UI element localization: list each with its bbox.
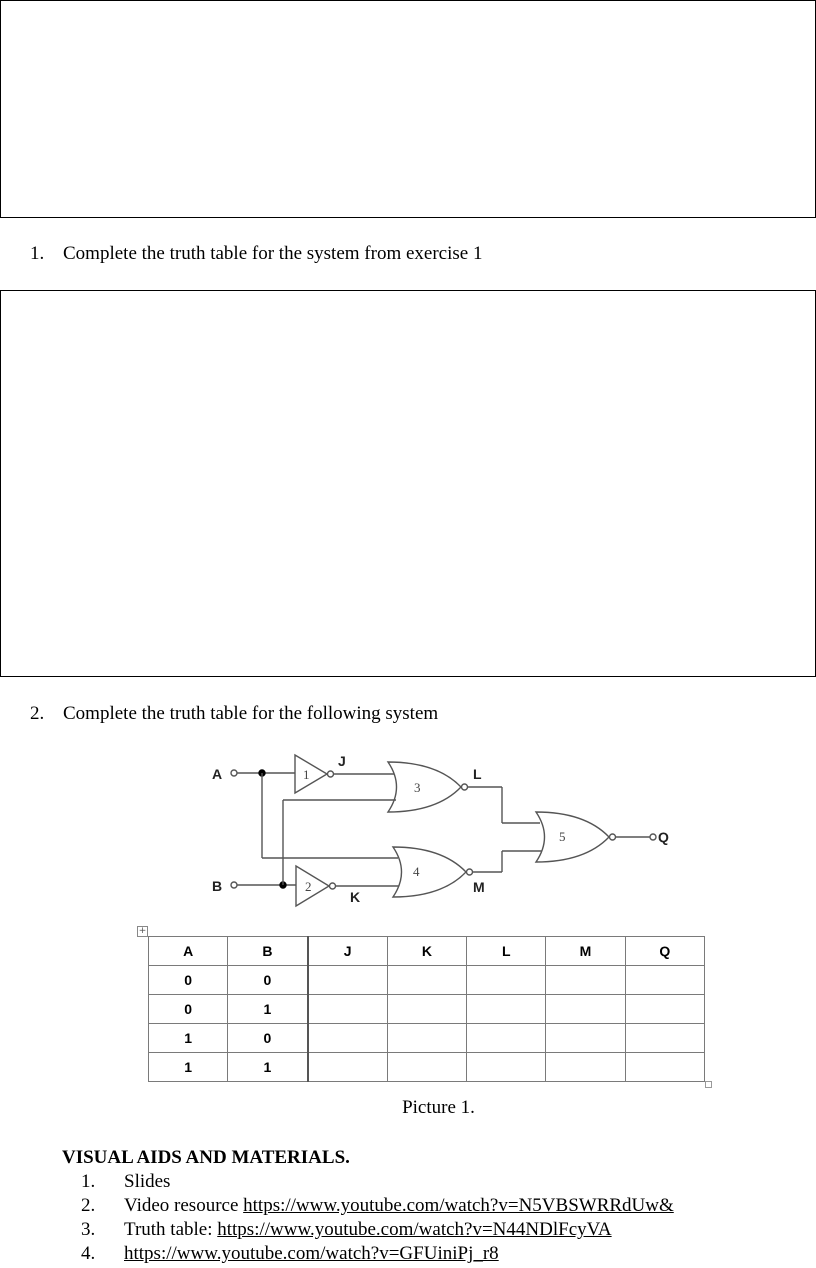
cell-l[interactable]	[467, 1024, 546, 1053]
cell-j[interactable]	[308, 1024, 388, 1053]
header-q: Q	[625, 937, 704, 966]
figure-caption: Picture 1.	[402, 1097, 475, 1118]
header-k: K	[387, 937, 466, 966]
gate-1-not	[295, 755, 327, 793]
question-1-number: 1.	[30, 243, 45, 264]
cell-j[interactable]	[308, 995, 388, 1024]
gate-3-number: 3	[414, 780, 421, 795]
gate-1-number: 1	[303, 767, 310, 782]
cell-j[interactable]	[308, 966, 388, 995]
cell-q[interactable]	[625, 1024, 704, 1053]
cell-b: 1	[228, 1053, 308, 1082]
question-2-text: Complete the truth table for the following system	[63, 703, 439, 724]
cell-q[interactable]	[625, 995, 704, 1024]
cell-k[interactable]	[387, 1024, 466, 1053]
cell-m[interactable]	[546, 995, 625, 1024]
question-1-text: Complete the truth table for the system from exercise 1	[63, 243, 483, 264]
cell-b: 1	[228, 995, 308, 1024]
cell-a: 0	[149, 966, 228, 995]
list-item-number: 2.	[81, 1195, 96, 1216]
list-item-number: 4.	[81, 1243, 96, 1264]
gate-2-number: 2	[305, 879, 312, 894]
question-2	[30, 703, 438, 725]
table-row	[149, 995, 705, 1024]
output-q-label: Q	[658, 829, 669, 845]
cell-k[interactable]	[387, 966, 466, 995]
cell-k[interactable]	[387, 1053, 466, 1082]
truth-table	[148, 936, 705, 1082]
visual-aids-list	[81, 1170, 674, 1266]
wire-j-label: J	[338, 753, 346, 769]
cell-m[interactable]	[546, 1053, 625, 1082]
truth-table-link[interactable]: https://www.youtube.com/watch?v=N44NDlFcyVA	[217, 1219, 612, 1240]
video-resource-link[interactable]: https://www.youtube.com/watch?v=N5VBSWRRdUw&	[243, 1195, 674, 1216]
answer-box-top	[0, 0, 816, 218]
wire-k-label: K	[350, 889, 361, 905]
question-1	[30, 243, 482, 265]
list-item-number: 1.	[81, 1171, 96, 1192]
list-item-text: Truth table:	[124, 1219, 218, 1240]
cell-b: 0	[228, 1024, 308, 1053]
output-q-terminal	[650, 834, 656, 840]
gate-5-nor	[536, 812, 609, 862]
cell-q[interactable]	[625, 1053, 704, 1082]
gate-3-nor	[388, 762, 461, 812]
cell-m[interactable]	[546, 1024, 625, 1053]
list-item-number: 3.	[81, 1219, 96, 1240]
wire-m-label: M	[473, 879, 485, 895]
list-item	[81, 1242, 674, 1266]
table-row	[149, 1053, 705, 1082]
cell-b: 0	[228, 966, 308, 995]
list-item	[81, 1194, 674, 1218]
list-item-text: Slides	[124, 1171, 171, 1192]
table-move-handle-icon[interactable]: +	[138, 926, 147, 936]
cell-j[interactable]	[308, 1053, 388, 1082]
gate-5-number: 5	[559, 829, 566, 844]
list-item	[81, 1170, 674, 1194]
header-j: J	[308, 937, 388, 966]
answer-box-exercise-1	[0, 290, 816, 677]
cell-l[interactable]	[467, 966, 546, 995]
cell-k[interactable]	[387, 995, 466, 1024]
input-a-terminal	[231, 770, 237, 776]
gate-4-number: 4	[413, 864, 420, 879]
input-a-label: A	[212, 766, 223, 782]
header-l: L	[467, 937, 546, 966]
table-row	[149, 1024, 705, 1053]
input-b-label: B	[212, 878, 223, 894]
table-row	[149, 966, 705, 995]
cell-a: 0	[149, 995, 228, 1024]
list-item	[81, 1218, 674, 1242]
question-2-number: 2.	[30, 703, 45, 724]
input-b-terminal	[231, 882, 237, 888]
visual-aids-title: VISUAL AIDS AND MATERIALS.	[62, 1147, 350, 1168]
cell-a: 1	[149, 1024, 228, 1053]
cell-l[interactable]	[467, 995, 546, 1024]
cell-q[interactable]	[625, 966, 704, 995]
header-b: B	[228, 937, 308, 966]
header-a: A	[149, 937, 228, 966]
cell-l[interactable]	[467, 1053, 546, 1082]
cell-m[interactable]	[546, 966, 625, 995]
logic-circuit-diagram	[150, 745, 710, 915]
list-item-text: Video resource	[124, 1195, 244, 1216]
table-resize-handle[interactable]	[705, 1081, 712, 1088]
gate-2-not	[296, 866, 329, 906]
gate-4-nor	[393, 847, 466, 897]
youtube-link[interactable]: https://www.youtube.com/watch?v=GFUiniPj_r8	[124, 1243, 499, 1264]
wire-l-label: L	[473, 766, 482, 782]
header-m: M	[546, 937, 625, 966]
cell-a: 1	[149, 1053, 228, 1082]
table-header-row	[149, 937, 705, 966]
